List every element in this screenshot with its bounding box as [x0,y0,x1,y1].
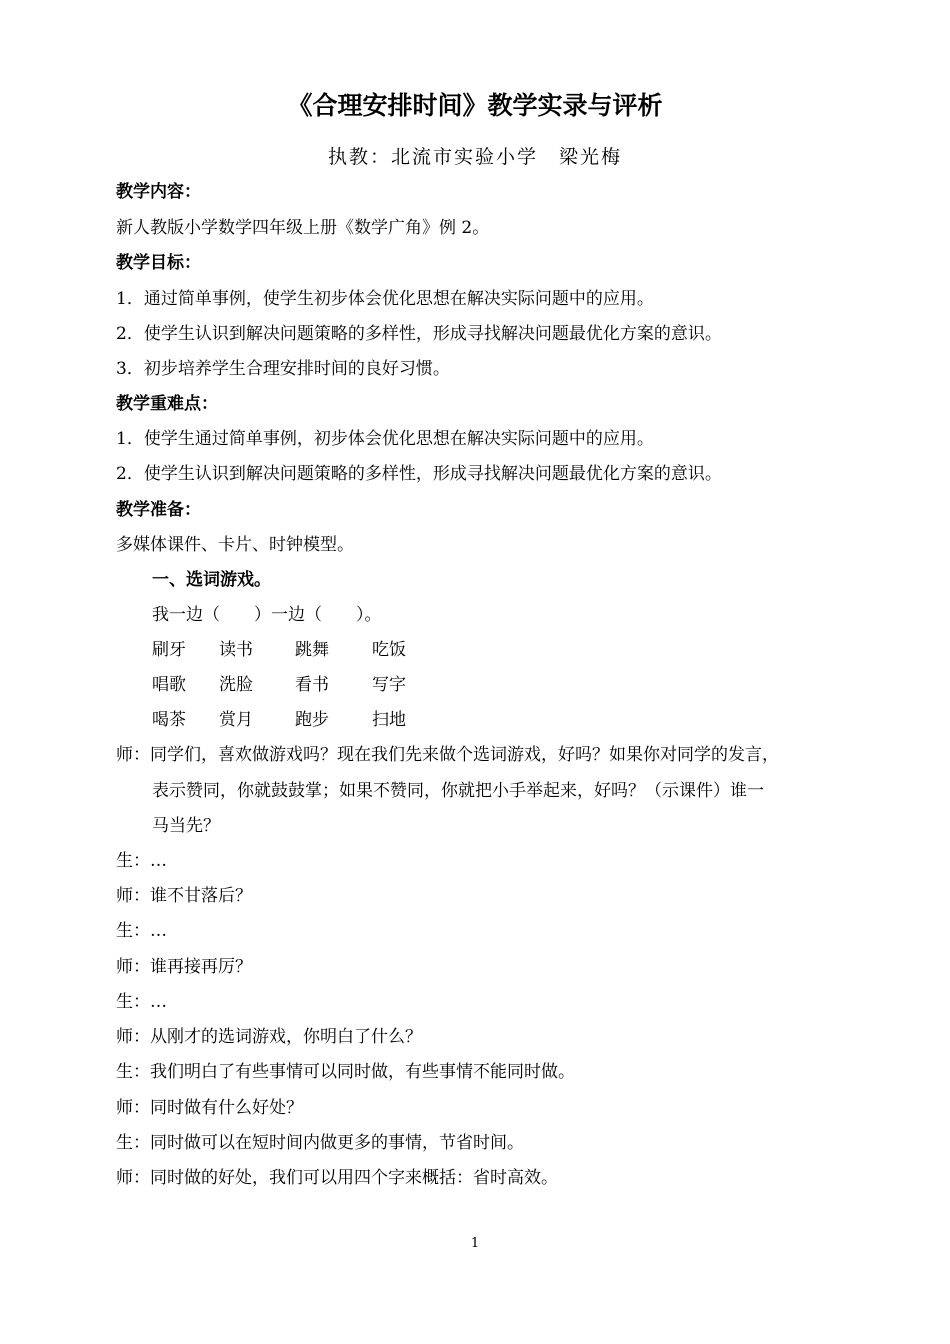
word-cell: 刷牙 [152,640,186,660]
word-cell: 跑步 [295,710,329,730]
page-number: 1 [470,1236,480,1251]
teacher-line: 师：谁不甘落后？ [116,886,252,906]
activity-prompt: 我一边（ ）一边（ ）。 [152,605,382,625]
document-title: 《合理安排时间》教学实录与评析 [287,91,663,120]
word-cell: 吃饭 [372,640,406,660]
student-line: 生：同时做可以在短时间内做更多的事情，节省时间。 [116,1133,524,1153]
goal-item: 2．使学生认识到解决问题策略的多样性，形成寻找解决问题最优化方案的意识。 [116,324,722,344]
prep-heading: 教学准备： [116,500,201,520]
content-heading: 教学内容： [116,182,201,202]
word-cell: 唱歌 [152,675,186,695]
goal-item: 1．通过简单事例，使学生初步体会优化思想在解决实际问题中的应用。 [116,289,654,309]
teacher-line: 师：从刚才的选词游戏，你明白了什么？ [116,1027,422,1047]
word-cell: 喝茶 [152,710,186,730]
word-cell: 读书 [219,640,253,660]
student-line: 生：… [116,992,167,1012]
teacher-line-continued: 表示赞同，你就鼓鼓掌；如果不赞同，你就把小手举起来，好吗？（示课件）谁一 [152,781,764,801]
word-cell: 跳舞 [295,640,329,660]
teacher-line: 师：同时做有什么好处？ [116,1098,303,1118]
prep-text: 多媒体课件、卡片、时钟模型。 [116,535,354,555]
word-cell: 写字 [372,675,406,695]
key-point-item: 2．使学生认识到解决问题策略的多样性，形成寻找解决问题最优化方案的意识。 [116,464,722,484]
author-line: 执教：北流市实验小学 梁光梅 [327,146,622,168]
activity-heading: 一、选词游戏。 [152,570,271,590]
student-line: 生：… [116,851,167,871]
word-cell: 看书 [295,675,329,695]
key-points-heading: 教学重难点： [116,394,218,414]
teacher-line-continued: 马当先？ [152,816,220,836]
word-cell: 洗脸 [219,675,253,695]
word-cell: 赏月 [219,710,253,730]
teacher-line: 师：谁再接再厉？ [116,957,252,977]
content-text: 新人教版小学数学四年级上册《数学广角》例 2。 [116,218,490,238]
teacher-line: 师：同学们，喜欢做游戏吗？现在我们先来做个选词游戏，好吗？如果你对同学的发言， [116,745,779,765]
goal-item: 3．初步培养学生合理安排时间的良好习惯。 [116,359,450,379]
teacher-line: 师：同时做的好处，我们可以用四个字来概括：省时高效。 [116,1168,558,1188]
student-line: 生：… [116,921,167,941]
goals-heading: 教学目标： [116,253,201,273]
key-point-item: 1．使学生通过简单事例，初步体会优化思想在解决实际问题中的应用。 [116,429,654,449]
word-cell: 扫地 [372,710,406,730]
student-line: 生：我们明白了有些事情可以同时做，有些事情不能同时做。 [116,1062,575,1082]
